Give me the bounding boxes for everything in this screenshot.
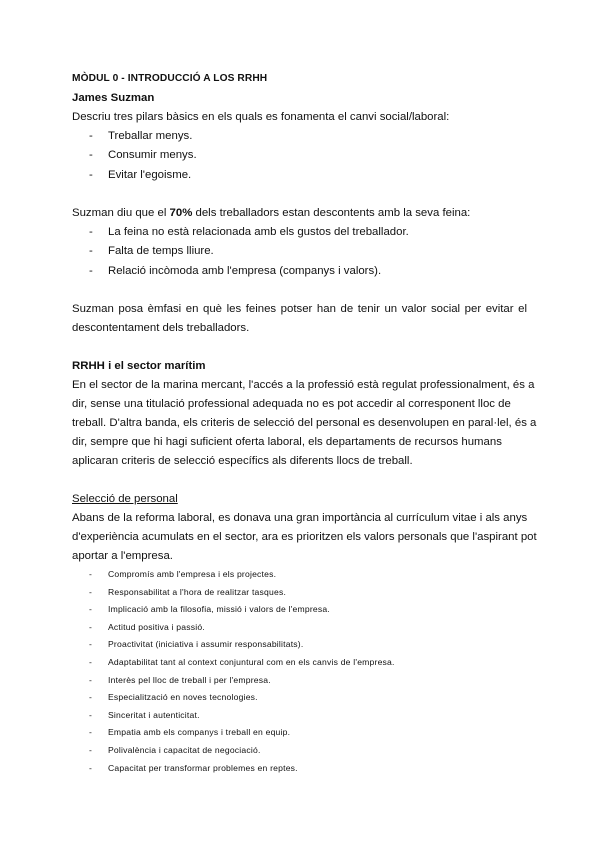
paragraph-line: Abans de la reforma laboral, es donava una gran importància al currículum vitae i als anys <box>72 512 528 524</box>
section-heading-james-suzman: James Suzman <box>72 92 155 104</box>
emphasis-line-1: Suzman posa èmfasi en què les feines potser han de tenir un valor social per evitar el <box>72 303 527 315</box>
list-item: - Adaptabilitat tant al context conjuntural com en els canvis de l'empresa. <box>89 654 395 672</box>
bullet-dash: - <box>89 264 93 277</box>
list-item: - Actitud positiva i passió. <box>89 619 395 637</box>
section-heading-rrhh-maritim: RRHH i el sector marítim <box>72 360 206 372</box>
bullet-dash: - <box>89 639 93 650</box>
section-heading-seleccio-personal: Selecció de personal <box>72 493 178 505</box>
bullet-dash: - <box>89 621 93 632</box>
bullet-dash: - <box>89 168 93 181</box>
list-item: - Capacitat per transformar problemes en reptes. <box>89 760 395 778</box>
pillars-intro: Descriu tres pilars bàsics en els quals es fonamenta el canvi social/laboral: <box>72 111 450 123</box>
bullet-dash: - <box>89 130 93 142</box>
bullet-dash: - <box>89 149 93 162</box>
paragraph-line: aportar a l'empresa. <box>72 550 173 562</box>
list-item: - Consumir menys. <box>89 146 197 165</box>
list-item: - Evitar l'egoisme. <box>89 166 197 185</box>
bullet-dash: - <box>89 762 93 773</box>
list-item: - Especialització en noves tecnologies. <box>89 689 395 707</box>
bullet-dash: - <box>89 569 93 579</box>
pillars-list <box>89 127 197 185</box>
list-item: - Treballar menys. <box>89 127 197 146</box>
module-title: MÒDUL 0 - INTRODUCCIÓ A LOS RRHH <box>72 73 268 84</box>
emphasis-line-2: descontentament dels treballadors. <box>72 322 250 334</box>
list-item: - La feina no està relacionada amb els gustos del treballador. <box>89 223 409 242</box>
list-item: - Compromís amb l'empresa i els projectes. <box>89 566 395 584</box>
paragraph-line: d'experiència acumulats en el sector, ara es prioritzen els valors personals que l'aspirant pot <box>72 531 537 543</box>
bullet-dash: - <box>89 656 93 667</box>
discontent-percentage: 70% <box>169 207 193 219</box>
paragraph-line: dir, sempre que hi hagi suficient oferta laboral, els departaments de recursos humans <box>72 436 502 448</box>
bullet-dash: - <box>89 744 93 755</box>
bullet-dash: - <box>89 674 93 685</box>
bullet-dash: - <box>89 727 93 738</box>
bullet-dash: - <box>89 245 93 258</box>
bullet-dash: - <box>89 586 93 597</box>
paragraph-line: aplicaran criteris de selecció específics als diferents llocs de treball. <box>72 455 413 467</box>
paragraph-line: En el sector de la marina mercant, l'accés a la professió està regulat professionalment, és a <box>72 379 535 391</box>
list-item: - Empatia amb els companys i treball en equip. <box>89 724 395 742</box>
paragraph-line: treball. D'altra banda, els criteris de selecció del personal es desenvolupen en paral·lel, és a <box>72 417 537 429</box>
list-item: - Polivalència i capacitat de negociació. <box>89 742 395 760</box>
personal-values-list <box>89 566 395 777</box>
bullet-dash: - <box>89 226 93 238</box>
bullet-dash: - <box>89 709 93 720</box>
list-item: - Proactivitat (iniciativa i assumir responsabilitats). <box>89 636 395 654</box>
discontent-reasons-list <box>89 223 409 281</box>
bullet-dash: - <box>89 692 93 703</box>
list-item: - Relació incòmoda amb l'empresa (companys i valors). <box>89 262 409 281</box>
discontent-intro: Suzman diu que el 70% dels treballadors estan descontents amb la seva feina: <box>72 207 471 219</box>
list-item: - Responsabilitat a l'hora de realitzar tasques. <box>89 584 395 602</box>
list-item: - Sinceritat i autenticitat. <box>89 707 395 725</box>
list-item: - Falta de temps lliure. <box>89 242 409 261</box>
bullet-dash: - <box>89 604 93 615</box>
list-item: - Interès pel lloc de treball i per l'empresa. <box>89 672 395 690</box>
paragraph-line: dir, sense una titulació professional adequada no es pot accedir al corresponent lloc de <box>72 398 511 410</box>
list-item: - Implicació amb la filosofia, missió i valors de l'empresa. <box>89 601 395 619</box>
